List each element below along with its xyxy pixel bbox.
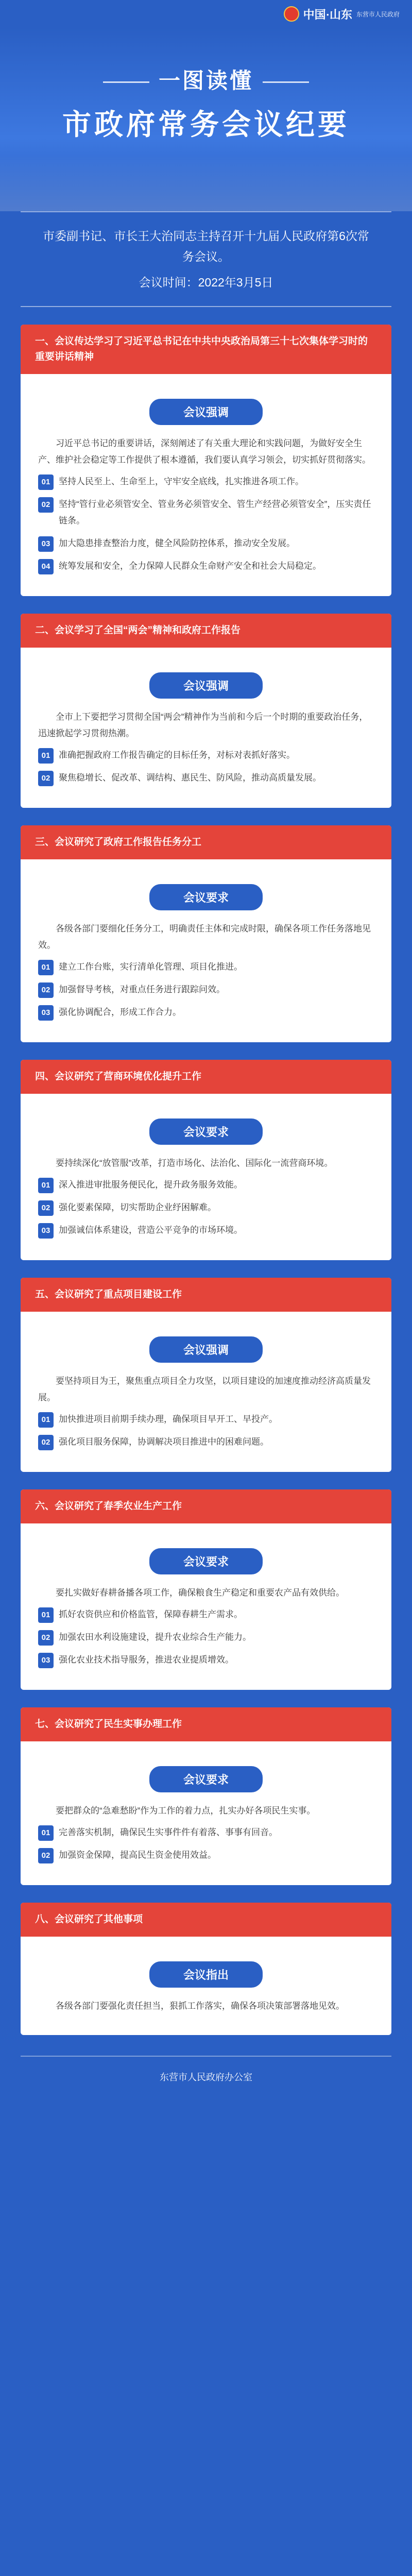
emblem-icon [284, 6, 299, 22]
section-body [21, 1094, 391, 1260]
list-item [38, 1652, 374, 1668]
meeting-section [21, 325, 391, 596]
section-paragraph: 要把群众的“急难愁盼”作为工作的着力点，扎实办好各项民生实事。 [56, 1806, 316, 1816]
item-number: 01 [38, 748, 54, 764]
meeting-section [21, 614, 391, 808]
skyline-decoration [0, 155, 412, 211]
item-text: 深入推进审批服务便民化，提升政务服务效能。 [59, 1180, 243, 1190]
section-body [21, 1937, 391, 2035]
item-number: 02 [38, 1630, 54, 1646]
list-item [38, 1222, 374, 1239]
item-number: 03 [38, 536, 54, 552]
item-text: 统筹发展和安全，全力保障人民群众生命财产安全和社会大局稳定。 [59, 561, 321, 571]
intro-block [21, 211, 391, 307]
section-heading: 一、会议传达学习了习近平总书记在中共中央政治局第三十七次集体学习时的重要讲话精神 [21, 325, 391, 374]
section-body [21, 1523, 391, 1690]
brand [284, 6, 400, 22]
section-heading: 三、会议研究了政府工作报告任务分工 [21, 825, 391, 859]
section-pill-label: 会议强调 [149, 1336, 263, 1363]
item-text: 加强诚信体系建设，营造公平竞争的市场环境。 [59, 1225, 243, 1235]
item-text: 强化农业技术指导服务，推进农业提质增效。 [59, 1655, 234, 1665]
item-text: 抓好农资供应和价格监管，保障春耕生产需求。 [59, 1609, 243, 1619]
hero-kicker: 一图读懂 [94, 64, 318, 95]
item-text: 坚持人民至上、生命至上，守牢安全底线，扎实推进各项工作。 [59, 477, 304, 486]
section-heading: 八、会议研究了其他事项 [21, 1903, 391, 1937]
item-number: 02 [38, 771, 54, 786]
item-number: 01 [38, 1412, 54, 1428]
item-number: 02 [38, 1435, 54, 1450]
list-item [38, 1411, 374, 1428]
item-text: 坚持“管行业必须管安全、管业务必须管安全、管生产经营必须管安全”，压实责任链条。 [59, 499, 371, 526]
section-body [21, 648, 391, 808]
section-heading: 二、会议学习了全国“两会”精神和政府工作报告 [21, 614, 391, 648]
list-item [38, 1606, 374, 1623]
meeting-section [21, 825, 391, 1042]
list-item [38, 1177, 374, 1193]
list-item [38, 747, 374, 764]
item-number: 03 [38, 1653, 54, 1668]
item-number: 03 [38, 1005, 54, 1021]
meeting-section [21, 1489, 391, 1690]
item-number: 01 [38, 1178, 54, 1193]
section-paragraph: 要持续深化“放管服”改革，打造市场化、法治化、国际化一流营商环境。 [56, 1158, 333, 1168]
meeting-section [21, 1060, 391, 1260]
list-item [38, 981, 374, 998]
item-text: 强化协调配合，形成工作合力。 [59, 1007, 181, 1017]
section-paragraph: 习近平总书记的重要讲话，深刻阐述了有关重大理论和实践问题，为做好安全生产、维护社会稳定等工作提供了根本遵循，我们要认真学习领会，切实抓好贯彻落实。 [38, 438, 371, 465]
section-body [21, 374, 391, 596]
list-item [38, 558, 374, 574]
item-text: 加强资金保障，提高民生资金使用效益。 [59, 1850, 216, 1860]
list-item [38, 959, 374, 975]
list-item [38, 1629, 374, 1646]
section-body [21, 1741, 391, 1885]
item-number: 01 [38, 1607, 54, 1623]
item-text: 加大隐患排查整治力度，健全风险防控体系，推动安全发展。 [59, 538, 295, 548]
section-paragraph: 全市上下要把学习贯彻全国“两会”精神作为当前和今后一个时期的重要政治任务，迅速掀起学习贯彻热潮。 [38, 712, 368, 738]
meeting-section [21, 1903, 391, 2035]
intro-line: 市委副书记、市长王大治同志主持召开十九届人民政府第6次常务会议。 [43, 229, 369, 263]
item-number: 03 [38, 1223, 54, 1239]
section-heading: 四、会议研究了营商环境优化提升工作 [21, 1060, 391, 1094]
list-item [38, 1824, 374, 1841]
item-number: 02 [38, 1848, 54, 1863]
top-bar [0, 0, 412, 28]
list-item [38, 496, 374, 529]
item-text: 完善落实机制，确保民生实事件件有着落、事事有回音。 [59, 1827, 278, 1837]
item-text: 准确把握政府工作报告确定的目标任务，对标对表抓好落实。 [59, 750, 295, 760]
item-text: 加快推进项目前期手续办理，确保项目早开工、早投产。 [59, 1414, 278, 1424]
section-heading: 五、会议研究了重点项目建设工作 [21, 1278, 391, 1312]
section-body [21, 1312, 391, 1472]
item-number: 01 [38, 1825, 54, 1841]
brand-sub: 东营市人民政府 [356, 10, 400, 18]
section-pill-label: 会议要求 [149, 1118, 263, 1145]
hero-title: 市政府常务会议纪要 [62, 108, 350, 141]
list-item [38, 1004, 374, 1021]
list-item [38, 535, 374, 552]
section-pill-label: 会议强调 [149, 399, 263, 425]
list-item [38, 1434, 374, 1450]
hero-banner [0, 28, 412, 211]
section-paragraph: 要坚持项目为王，聚焦重点项目全力攻坚，以项目建设的加速度推动经济高质量发展。 [38, 1376, 371, 1402]
item-text: 聚焦稳增长、促改革、调结构、惠民生、防风险，推动高质量发展。 [59, 773, 321, 783]
footer-text: 东营市人民政府办公室 [160, 2072, 252, 2082]
meeting-section [21, 1278, 391, 1472]
list-item [38, 1199, 374, 1216]
section-body [21, 859, 391, 1042]
meeting-section [21, 1707, 391, 1885]
section-pill-label: 会议要求 [149, 884, 263, 910]
list-item [38, 473, 374, 490]
section-pill-label: 会议指出 [149, 1961, 263, 1988]
item-text: 强化要素保障，切实帮助企业纾困解难。 [59, 1202, 216, 1212]
section-pill-label: 会议要求 [149, 1548, 263, 1574]
brand-name: 中国·山东 [303, 8, 352, 21]
item-number: 02 [38, 982, 54, 998]
item-text: 加强督导考核，对重点任务进行跟踪问效。 [59, 985, 225, 994]
footer [21, 2056, 391, 2097]
item-number: 02 [38, 497, 54, 513]
section-paragraph: 各级各部门要细化任务分工，明确责任主体和完成时限，确保各项工作任务落地见效。 [38, 924, 371, 950]
section-paragraph: 各级各部门要强化责任担当，狠抓工作落实，确保各项决策部署落地见效。 [56, 2001, 345, 2011]
list-item [38, 770, 374, 786]
section-pill-label: 会议要求 [149, 1766, 263, 1792]
intro-date: 会议时间：2022年3月5日 [139, 276, 273, 289]
item-number: 01 [38, 960, 54, 975]
section-paragraph: 要扎实做好春耕备播各项工作，确保粮食生产稳定和重要农产品有效供给。 [56, 1588, 345, 1598]
list-item [38, 1847, 374, 1863]
item-text: 加强农田水利设施建设，提升农业综合生产能力。 [59, 1632, 251, 1642]
sections-container [0, 325, 412, 2035]
section-pill-label: 会议强调 [149, 672, 263, 699]
item-number: 01 [38, 474, 54, 490]
item-text: 建立工作台账，实行清单化管理、项目化推进。 [59, 962, 243, 972]
item-text: 强化项目服务保障，协调解决项目推进中的困难问题。 [59, 1437, 269, 1447]
item-number: 04 [38, 559, 54, 574]
section-heading: 六、会议研究了春季农业生产工作 [21, 1489, 391, 1523]
item-number: 02 [38, 1200, 54, 1216]
section-heading: 七、会议研究了民生实事办理工作 [21, 1707, 391, 1741]
